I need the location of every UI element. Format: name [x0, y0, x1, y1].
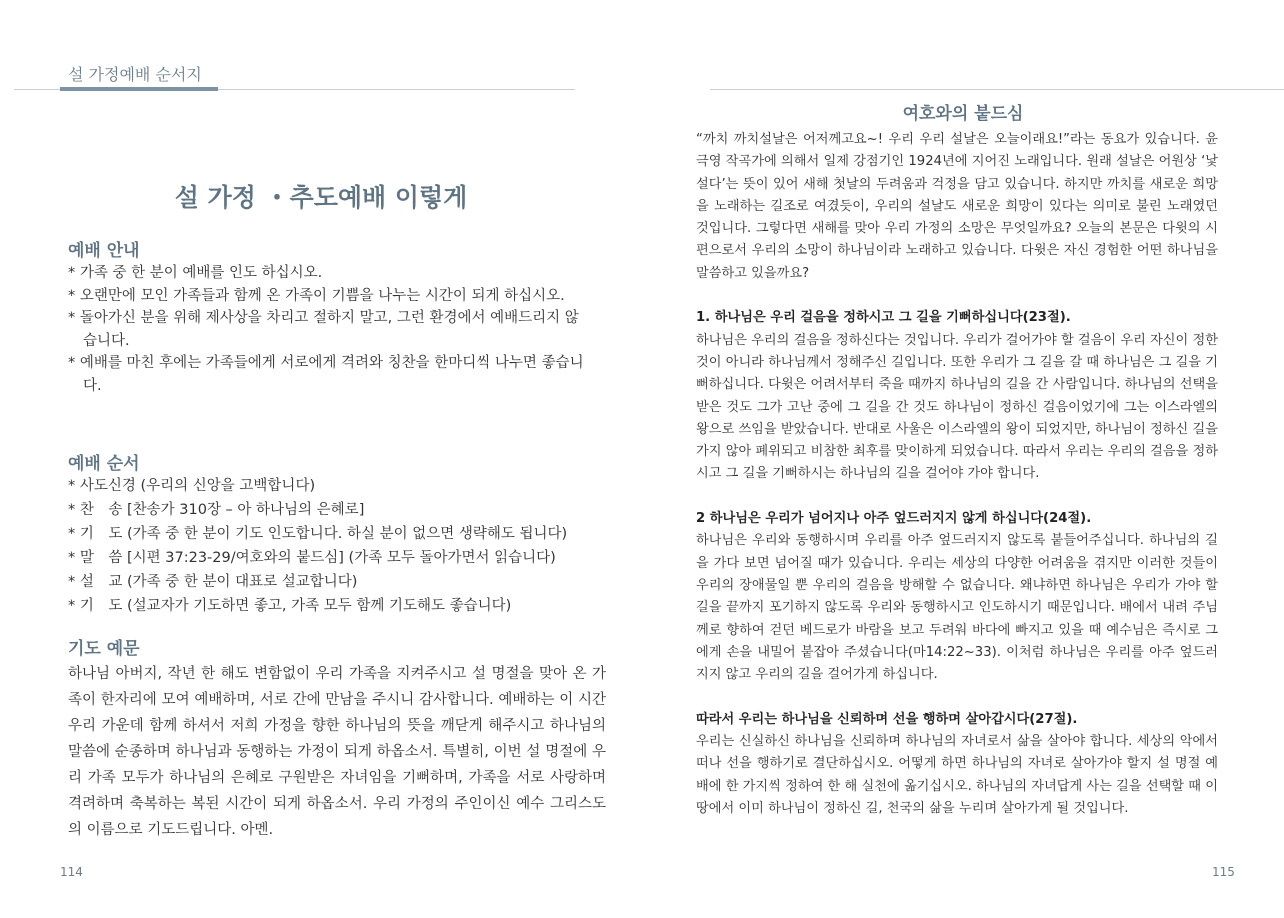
sermon-body [696, 129, 1218, 843]
order-item: * 기 도 (설교자가 기도하면 좋고, 가족 모두 함께 기도해도 좋습니다) [68, 598, 512, 614]
section-text: 하나님은 우리의 걸음을 정하신다는 것입니다. 우리가 걸어가야 할 걸음이 우리 자신이 정한 것이 아니라 하나님께서 정해주신 길입니다. 또한 우리가 그 길을 갈 때 하나님은 그 길을 기뻐하십니다. 다윗은 어려서부터 죽을 때까지 하나님의 길을 간 사람입니다. 하나님의 선택을 받은 것도 그가 고난 중에 그 길을 간 것도 하나님이 정하신 걸음이었기에 그는 이스라엘의 왕으로 쓰임을 받았습니다. 반대로 사울은 이스라엘의 왕이 되었지만, 하나님이 정하신 길을 가지 않아 폐위되고 비참한 최후를 맞이하게 되었습니다. 따라서 우리는 우리의 걸음을 정하시고 그 길을 기뻐하시는 하나님의 길을 걸어야 가야 합니다. [696, 332, 1218, 482]
sermon-section [696, 307, 1218, 485]
guide-heading: 예배 안내 [68, 241, 140, 261]
guide-item: * 예배를 마친 후에는 가족들에게 서로에게 격려와 칭찬을 한마디씩 나누면 좋습니다. [68, 355, 584, 394]
prayer-text: 하나님 아버지, 작년 한 해도 변함없이 우리 가족을 지켜주시고 설 명절을 맞아 온 가족이 한자리에 모여 예배하며, 서로 간에 만남을 주시니 감사합니다. 예배하는 이 시간 우리 가운데 함께 하셔서 저희 가정을 향한 하나님의 뜻을 깨닫게 해주시고 하나님의 말씀에 순종하며 하나님과 동행하는 가정이 되게 하옵소서. 특별히, 이번 설 명절에 우리 가족 모두가 하나님의 은혜로 구원받은 자녀임을 기뻐하며, 가족을 서로 사랑하며 격려하며 축복하는 복된 시간이 되게 하옵소서. 우리 가정의 주인이신 예수 그리스도의 이름으로 기도드립니다. 아멘. [68, 666, 606, 838]
section-heading: 1. 하나님은 우리 걸음을 정하시고 그 길을 기뻐하십니다(23절). [696, 310, 1071, 326]
sermon-section [696, 709, 1218, 820]
prayer-heading: 기도 예문 [68, 639, 140, 659]
page-title: 설 가정 ・추도예배 이렇게 [174, 183, 468, 212]
section-text: 우리는 신실하신 하나님을 신뢰하며 하나님의 자녀로서 삶을 살아야 합니다. 세상의 악에서 떠나 선을 행하기로 결단하십시오. 어떻게 하면 하나님의 자녀로 살아가야 할지 설 명절 예배에 한 가지씩 정하여 한 해 실천에 옮기십시오. 하나님의 자녀답게 사는 길을 선택할 때 이 땅에서 이미 하나님이 정하신 길, 천국의 삶을 누리며 살아가게 될 것입니다. [696, 734, 1218, 816]
section-heading: 2 하나님은 우리가 넘어지나 아주 엎드러지지 않게 하십니다(24절). [696, 511, 1092, 527]
sermon-intro: “까치 까치설날은 어저께고요~! 우리 우리 설날은 오늘이래요!”라는 동요가 있습니다. 윤극영 작곡가에 의해서 일제 강점기인 1924년에 지어진 노래입니다. 원래 설날은 어원상 ‘낯설다’는 뜻이 있어 새해 첫날의 두려움과 걱정을 담고 있습니다. 하지만 까치를 새로운 희망을 노래하는 길조로 여겼듯이, 우리의 설날도 새로운 희망이 있다는 의미로 불린 노래였던 것입니다. 그렇다면 새해를 맞아 우리 가정의 소망은 무엇일까요? 오늘의 본문은 다윗의 시편으로서 우리의 소망이 하나님이라 노래하고 있습니다. 다윗은 자신 경험한 어떤 하나님을 말씀하고 있을까요? [696, 132, 1218, 281]
order-heading: 예배 순서 [68, 454, 140, 474]
page-number-right: 115 [1212, 865, 1235, 879]
sermon-title: 여호와의 붙드심 [902, 104, 1024, 124]
header-title: 설 가정예배 순서지 [68, 65, 202, 84]
section-text: 하나님은 우리와 동행하시며 우리를 아주 엎드러지지 않도록 붙들어주십니다. 하나님의 길을 가다 보면 넘어질 때가 있습니다. 우리는 세상의 다양한 어려움을 겪지만 이러한 것들이 우리의 장애물일 뿐 우리의 걸음을 방해할 수 없습니다. 왜냐하면 하나님은 우리가 가야 할 길을 끝까지 포기하지 않도록 우리와 동행하시고 인도하시기 때문입니다. 배에서 내려 주님께로 향하여 걷던 베드로가 바람을 보고 두려워 바다에 빠지고 있을 때 예수님은 즉시로 그에게 손을 내밀어 붙잡아 주셨습니다(마14:22~33). 이처럼 하나님은 우리를 아주 엎드러지지 않고 우리의 길을 걸어가게 하십니다. [696, 533, 1218, 683]
sermon-section [696, 508, 1218, 686]
order-list [68, 474, 608, 618]
order-item: * 말 씀 [시편 37:23-29/여호와의 붙드심] (가족 모두 돌아가면서 읽습니다) [68, 550, 556, 566]
order-item: * 설 교 (가족 중 한 분이 대표로 설교합니다) [68, 574, 358, 590]
order-item: * 찬 송 [찬송가 310장 – 아 하나님의 은혜로] [68, 502, 365, 518]
header-accent-bar [60, 87, 218, 91]
guide-item: * 가족 중 한 분이 예배를 인도 하십시오. [68, 265, 323, 281]
page-number-left: 114 [60, 865, 83, 879]
right-page [642, 0, 1284, 918]
order-item: * 사도신경 (우리의 신앙을 고백합니다) [68, 478, 316, 494]
guide-list [68, 262, 588, 397]
guide-item: * 오랜만에 모인 가족들과 함께 온 가족이 기쁨을 나누는 시간이 되게 하십시오. [68, 287, 565, 304]
section-heading: 따라서 우리는 하나님을 신뢰하며 선을 행하며 살아갑시다(27절). [696, 711, 1078, 727]
order-item: * 기 도 (가족 중 한 분이 기도 인도합니다. 하실 분이 없으면 생략해도 됩니다) [68, 526, 568, 542]
guide-item: * 돌아가신 분을 위해 제사상을 차리고 절하지 말고, 그런 환경에서 예배드리지 않습니다. [68, 310, 579, 349]
header-rule-right [710, 89, 1284, 90]
